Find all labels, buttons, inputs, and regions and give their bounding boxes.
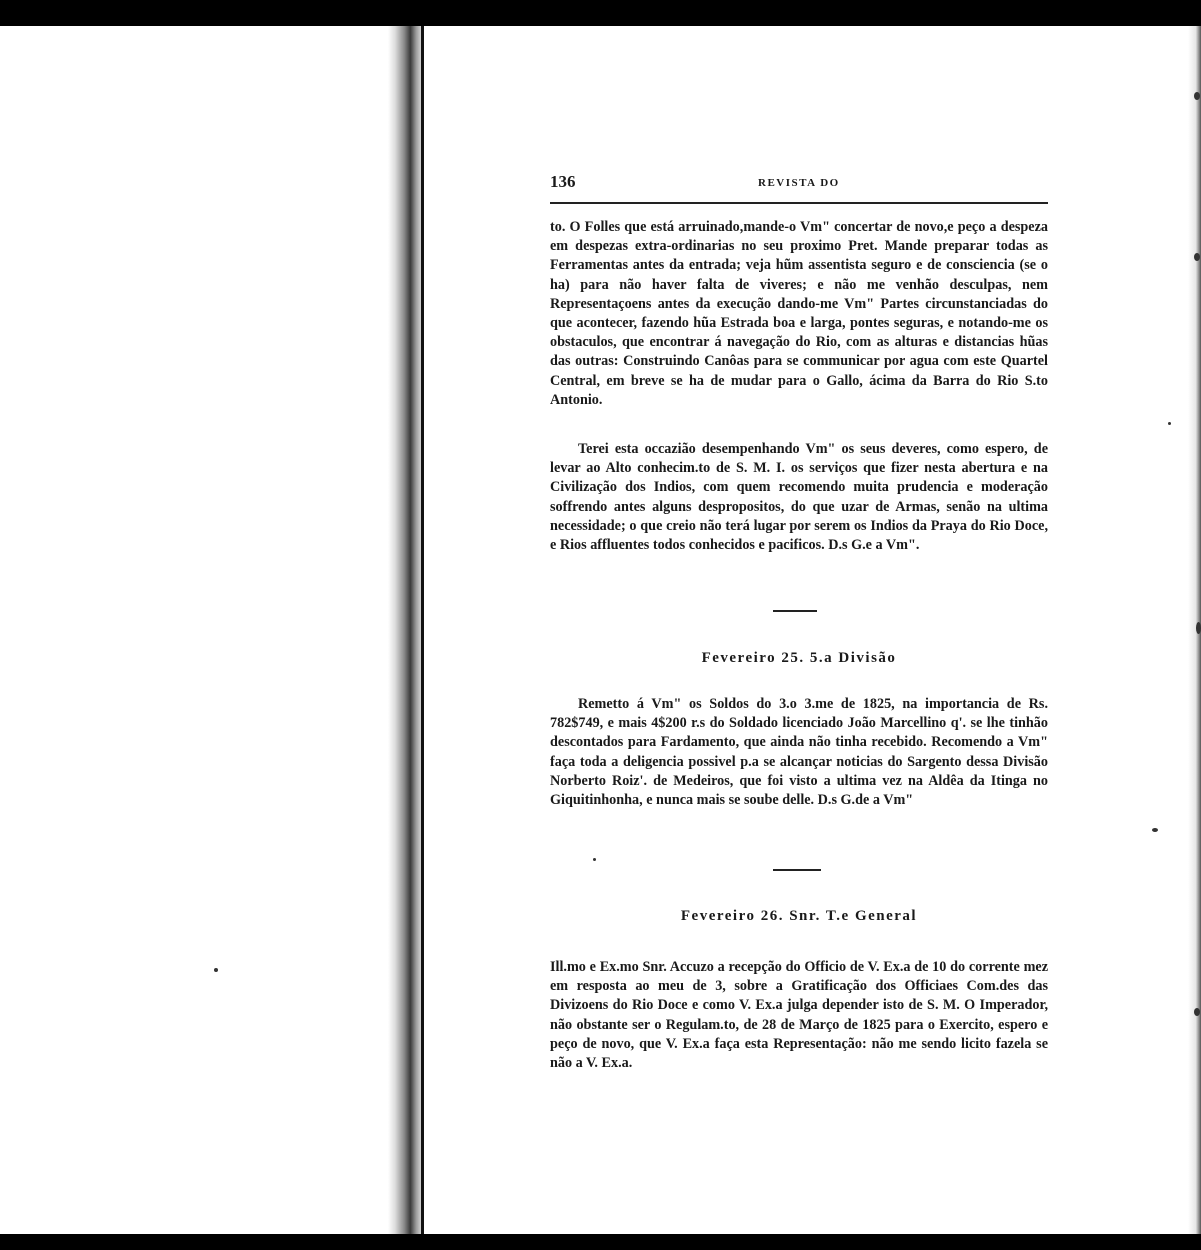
paragraph-text: to. O Folles que está arruinado,mande-o Vm" concertar de novo,e peço a despeza em despezas extra-ordinarias no seu proximo Pret. Mande preparar todas as Ferramentas antes da entrada; veja hũm assentista seguro e de consciencia (se o ha) para não haver falta de viveres; e não me venhão desculpas, nem Representaçoens antes da execução dando-me Vm" Partes circunstanciadas do que acontecer, fazendo hũa Estrada boa e larga, pontes seguras, e notando-me os obstaculos, que encontrar á navegação do Rio, com as alturas e distancias hũas das outras: Construindo Canôas para se communicar por agua com este Quartel Central, em breve se ha de mudar para o Gallo, ácima da Barra do Rio S.to Antonio. [550, 219, 1048, 408]
section-2-body [550, 958, 1048, 1073]
scan-top-border [0, 0, 1201, 26]
running-head: REVISTA DO [758, 177, 840, 189]
page-number: 136 [550, 172, 576, 191]
section-divider [773, 610, 817, 612]
scan-speck [1168, 422, 1171, 425]
paragraph-text: Terei esta occazião desempenhando Vm" os seus deveres, como espero, de levar ao Alto conhecim.to de S. M. I. os serviços que fizer nesta abertura e na Civilização dos Indios, com quem recomendo muita prudencia e moderação soffrendo antes alguns despropositos, do que uzar de Armas, senão na ultima necessidade; o que creio não terá lugar por serem os Indios da Praya do Rio Doce, e Rios affluentes todos conhecidos e pacificos. D.s G.e a Vm". [550, 441, 1048, 554]
paragraph-text: Remetto á Vm" os Soldos do 3.o 3.me de 1825, na importancia de Rs. 782$749, e mais 4$200 r.s do Soldado licenciado João Marcellino q'. se lhe tinhão descontados para Fardamento, que ainda não tinha recebido. Recomendo a Vm" faça toda a deligencia possivel p.a se alcançar noticias do Sargento dessa Divisão Norberto Roiz'. de Medeiros, que foi visto a ultima vez na Aldêa da Itinga no Giquitinhonha, e nunca mais se soube delle. D.s G.de a Vm" [550, 696, 1048, 809]
book-gutter-line [421, 26, 424, 1234]
letter-continued-paragraph-2 [550, 440, 1048, 555]
scan-speck [214, 968, 218, 972]
scan-speck [1194, 92, 1200, 100]
scan-speck [1152, 828, 1158, 832]
letter-continued-paragraph-1 [550, 218, 1048, 410]
scan-bottom-border [0, 1234, 1201, 1250]
section-divider [773, 869, 821, 871]
section-1-body [550, 695, 1048, 810]
section-heading-fevereiro-25: Fevereiro 25. 5.a Divisão [701, 650, 897, 666]
section-heading-fevereiro-26: Fevereiro 26. Snr. T.e General [680, 908, 918, 924]
page-header [550, 172, 1048, 204]
paragraph-text: Ill.mo e Ex.mo Snr. Accuzo a recepção do Officio de V. Ex.a de 10 do corrente mez em resposta ao meu de 3, sobre a Gratificação dos Officiaes Com.des das Divizoens do Rio Doce e como V. Ex.a julga depender isto de S. M. O Imperador, não obstante ser o Regulam.to, de 28 de Março de 1825 para o Exercito, espero e peço de novo, que V. Ex.a faça esta Representação: não me sendo licito fazela se não a V. Ex.a. [550, 959, 1048, 1072]
book-gutter-shadow [388, 26, 424, 1234]
scan-speck [1194, 253, 1200, 261]
scan-speck [593, 858, 596, 861]
scan-speck [1196, 622, 1201, 634]
scan-speck [1194, 1008, 1200, 1016]
